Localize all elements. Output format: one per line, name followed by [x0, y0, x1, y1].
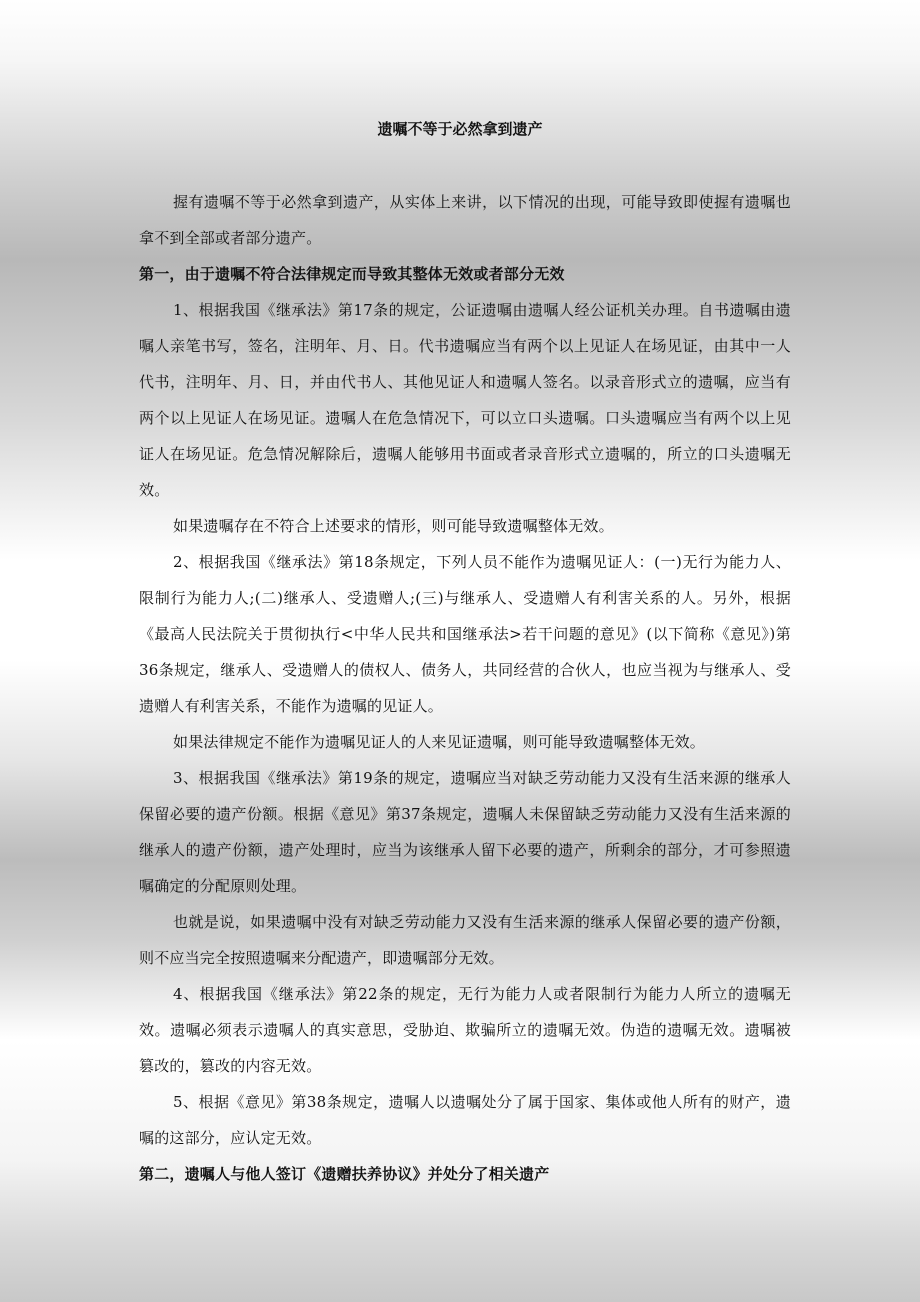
paragraph: 1、根据我国《继承法》第17条的规定，公证遗嘱由遗嘱人经公证机关办理。自书遗嘱由遗嘱人亲笔书写，签名，注明年、月、日。代书遗嘱应当有两个以上见证人在场见证，由其中一人代书，注明年、月、日，并由代书人、其他见证人和遗嘱人签名。以录音形式立的遗嘱，应当有两个以上见证人在场见证。遗嘱人在危急情况下，可以立口头遗嘱。口头遗嘱应当有两个以上见证人在场见证。危急情况解除后，遗嘱人能够用书面或者录音形式立遗嘱的，所立的口头遗嘱无效。: [139, 301, 791, 499]
paragraph: 如果遗嘱存在不符合上述要求的情形，则可能导致遗嘱整体无效。: [173, 517, 614, 535]
document-title: 遗嘱不等于必然拿到遗产: [377, 120, 543, 138]
paragraph: 3、根据我国《继承法》第19条的规定，遗嘱应当对缺乏劳动能力又没有生活来源的继承人保留必要的遗产份额。根据《意见》第37条规定，遗嘱人未保留缺乏劳动能力又没有生活来源的继承人的遗产份额，遗产处理时，应当为该继承人留下必要的遗产，所剩余的部分，才可参照遗嘱确定的分配原则处理。: [139, 769, 791, 895]
paragraph: 4、根据我国《继承法》第22条的规定，无行为能力人或者限制行为能力人所立的遗嘱无效。遗嘱必须表示遗嘱人的真实意思，受胁迫、欺骗所立的遗嘱无效。伪造的遗嘱无效。遗嘱被篡改的，篡改的内容无效。: [139, 985, 791, 1075]
section-heading: 第一，由于遗嘱不符合法律规定而导致其整体无效或者部分无效: [139, 265, 565, 283]
section-heading: 第二，遗嘱人与他人签订《遗赠扶养协议》并处分了相关遗产: [139, 1165, 550, 1183]
paragraph: 如果法律规定不能作为遗嘱见证人的人来见证遗嘱，则可能导致遗嘱整体无效。: [173, 733, 706, 751]
paragraph: 5、根据《意见》第38条规定，遗嘱人以遗嘱处分了属于国家、集体或他人所有的财产，遗嘱的这部分，应认定无效。: [139, 1093, 791, 1147]
paragraph: 2、根据我国《继承法》第18条规定，下列人员不能作为遗嘱见证人：(一)无行为能力人、限制行为能力人;(二)继承人、受遗赠人;(三)与继承人、受遗赠人有利害关系的人。另外，根据《最高人民法院关于贯彻执行<中华人民共和国继承法>若干问题的意见》(以下简称《意见》)第36条规定，继承人、受遗赠人的债权人、债务人，共同经营的合伙人，也应当视为与继承人、受遗赠人有利害关系，不能作为遗嘱的见证人。: [139, 553, 791, 715]
paragraph: 也就是说，如果遗嘱中没有对缺乏劳动能力又没有生活来源的继承人保留必要的遗产份额，则不应当完全按照遗嘱来分配遗产，即遗嘱部分无效。: [139, 913, 791, 967]
document-body: [139, 184, 791, 1192]
paragraph: 握有遗嘱不等于必然拿到遗产，从实体上来讲，以下情况的出现，可能导致即使握有遗嘱也拿不到全部或者部分遗产。: [139, 193, 791, 247]
